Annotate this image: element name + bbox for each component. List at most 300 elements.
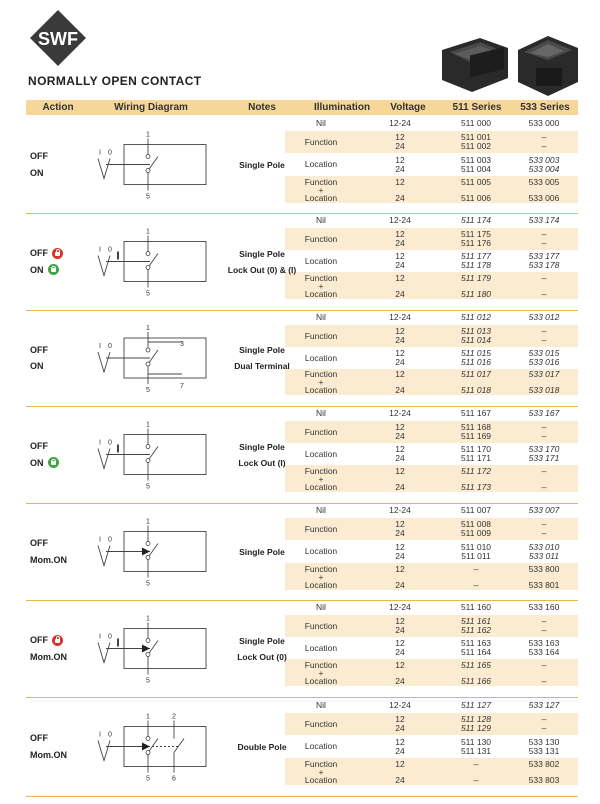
- cell-s533-line: –: [541, 238, 547, 248]
- cell-illum-line: Function: [304, 465, 338, 476]
- cell-volt: [372, 274, 428, 298]
- rocker-switch-photo-511: [442, 38, 508, 92]
- notes-line: Double Pole: [237, 741, 287, 752]
- cell-volt-line: 12: [395, 541, 405, 552]
- cell-s533-line: 533 802: [528, 758, 560, 769]
- cell-s511-line: 511 161: [460, 616, 492, 626]
- cell-s511-line: 511 010: [460, 541, 492, 552]
- cell-illum-line: Function: [304, 330, 338, 341]
- cell-s533: [504, 520, 584, 538]
- action-label: [30, 535, 67, 568]
- cell-illum-line: Location: [304, 385, 338, 395]
- cell-illum-line: Nil: [316, 408, 326, 418]
- cell-s533: [504, 178, 584, 202]
- cell-s511: [438, 715, 514, 733]
- cell-volt-line: 12: [395, 369, 405, 379]
- cell-s533: [504, 617, 584, 635]
- cell-s511: [438, 520, 514, 538]
- cell-s511-line: 511 003: [460, 154, 492, 165]
- cell-s511: [438, 313, 514, 322]
- cell-volt: [372, 617, 428, 635]
- cell-s533-line: –: [541, 528, 547, 538]
- cell-s511-line: 511 128: [460, 714, 492, 724]
- cell-s533-line: 533 003: [528, 154, 560, 165]
- cell-s511-line: 511 008: [460, 519, 492, 529]
- cell-illum-line: Nil: [316, 505, 326, 515]
- cell-s511-line: 511 178: [460, 260, 492, 270]
- cell-s511-line: 511 179: [460, 272, 492, 283]
- cell-s533-line: 533 005: [528, 176, 560, 187]
- action-label: [30, 438, 59, 471]
- wiring-diagram-svg: [90, 406, 210, 503]
- lock-icon: [52, 248, 63, 259]
- wiring-diagram: [90, 310, 210, 406]
- cell-illum-line: Function: [304, 563, 338, 574]
- cell-s511: [438, 565, 514, 589]
- zero-symbol-label: 0: [108, 633, 112, 641]
- cell-s533-line: –: [541, 723, 547, 733]
- cell-s511-line: 511 017: [460, 369, 492, 379]
- cell-volt-line: 24: [395, 357, 405, 367]
- cell-volt-line: 12-24: [389, 699, 411, 710]
- cell-s511-line: 511 016: [460, 357, 492, 367]
- action-label: [30, 730, 67, 763]
- cell-s511-line: –: [473, 579, 479, 590]
- cell-illum-line: Function: [304, 272, 338, 283]
- cell-s533: [504, 119, 584, 128]
- cell-s511-line: 511 166: [460, 675, 492, 686]
- cell-s533-line: 533 174: [528, 215, 560, 225]
- cell-s511: [438, 738, 514, 756]
- cell-illum-line: Location: [304, 288, 338, 299]
- cell-s533-line: –: [541, 431, 547, 441]
- cell-s511-line: 511 180: [460, 288, 492, 299]
- cell-s511-line: 511 163: [460, 638, 492, 648]
- cell-illum-line: +: [318, 377, 324, 387]
- cell-volt-line: 24: [395, 288, 405, 299]
- cell-s511-line: 511 176: [460, 238, 492, 248]
- notes-line: Single Pole: [239, 635, 285, 646]
- cell-volt-line: 12: [395, 736, 405, 747]
- cell-s511-line: 511 169: [460, 431, 492, 441]
- cell-illum-line: Function: [304, 659, 338, 670]
- cell-illum: [285, 760, 357, 784]
- notes-line: Single Pole: [239, 159, 285, 170]
- cell-volt: [372, 313, 428, 322]
- cell-illum-line: Function: [304, 136, 338, 147]
- table-header: [26, 100, 578, 115]
- cell-s511: [438, 349, 514, 367]
- cell-s533: [504, 639, 584, 657]
- cell-s533: [504, 349, 584, 367]
- cell-illum-line: Nil: [316, 699, 326, 710]
- cell-s533-line: 533 164: [528, 647, 560, 657]
- cell-volt-line: 24: [395, 528, 405, 538]
- cell-s533: [504, 603, 584, 612]
- notes-line: Single Pole: [239, 345, 285, 355]
- cell-volt-line: 12: [395, 638, 405, 648]
- header-533-series: 533 Series: [520, 102, 570, 113]
- zero-symbol-label: 0: [108, 246, 112, 254]
- cell-illum-line: +: [318, 473, 324, 484]
- cell-s533-line: –: [541, 481, 547, 492]
- wiring-diagram-svg: [90, 503, 210, 600]
- cell-s533-line: 533 160: [528, 602, 560, 612]
- action-on-text: ON: [30, 264, 44, 275]
- terminal-label-5: 5: [146, 387, 150, 394]
- cell-volt: [372, 520, 428, 538]
- header-voltage: Voltage: [390, 102, 426, 113]
- cell-s511-line: 511 012: [460, 312, 492, 322]
- cell-volt-line: 12-24: [389, 505, 411, 515]
- cell-volt: [372, 156, 428, 174]
- cell-s533-line: 533 130: [528, 736, 560, 747]
- terminal-label-1: 1: [146, 518, 150, 526]
- wiring-diagram: [90, 116, 210, 213]
- notes-line: Single Pole: [239, 248, 285, 259]
- cell-illum: [285, 119, 357, 128]
- cell-volt-line: 12: [395, 272, 405, 283]
- notes-text: [218, 633, 306, 665]
- cell-s533-line: 533 800: [528, 563, 560, 574]
- terminal-label-1: 1: [146, 131, 150, 139]
- cell-s533-line: –: [541, 229, 547, 239]
- cell-s511-line: 511 004: [460, 163, 492, 174]
- cell-illum-line: Location: [304, 448, 338, 459]
- cell-s533: [504, 156, 584, 174]
- terminal-label-6: 6: [172, 775, 176, 783]
- cell-s511-line: 511 007: [460, 505, 492, 515]
- cell-volt-line: 12-24: [389, 215, 411, 225]
- cell-s533: [504, 543, 584, 561]
- cell-illum: [285, 565, 357, 589]
- cell-s533: [504, 423, 584, 441]
- cell-illum-line: Function: [304, 620, 338, 631]
- cell-volt: [372, 701, 428, 710]
- cell-s511: [438, 445, 514, 463]
- cell-s511: [438, 370, 514, 394]
- cell-s533-line: –: [541, 326, 547, 336]
- cell-volt-line: 24: [395, 385, 405, 395]
- off-symbol-label: I: [99, 633, 101, 641]
- zero-symbol-label: 0: [108, 149, 112, 157]
- cell-illum-line: Function: [304, 369, 338, 379]
- header-illumination: Illumination: [313, 102, 371, 113]
- cell-s511: [438, 216, 514, 225]
- cell-s533: [504, 661, 584, 685]
- cell-s511: [438, 274, 514, 298]
- swf-logo: [28, 8, 88, 68]
- notes-line: Dual Terminal: [234, 361, 290, 371]
- cell-s511: [438, 506, 514, 515]
- cell-volt-line: 24: [395, 625, 405, 635]
- cell-illum: [285, 216, 357, 225]
- cell-s511: [438, 617, 514, 635]
- cell-illum-line: Location: [304, 192, 338, 203]
- wiring-diagram-svg: [90, 213, 210, 310]
- cell-volt: [372, 565, 428, 589]
- cell-illum-line: +: [318, 571, 324, 582]
- cell-volt-line: 12-24: [389, 118, 411, 128]
- cell-volt: [372, 639, 428, 657]
- cell-s533-line: 533 167: [528, 408, 560, 418]
- cell-illum: [285, 720, 357, 729]
- cell-s533: [504, 327, 584, 345]
- notes-text: [218, 439, 306, 471]
- cell-s533: [504, 445, 584, 463]
- cell-s511-line: 511 006: [460, 192, 492, 203]
- cell-s533: [504, 506, 584, 515]
- cell-illum-line: Location: [304, 546, 338, 556]
- terminal-label-5: 5: [146, 483, 150, 491]
- terminal-label-3: 3: [180, 341, 184, 348]
- cell-s533: [504, 760, 584, 784]
- cell-s533-line: –: [541, 675, 547, 686]
- cell-volt: [372, 738, 428, 756]
- cell-s533-line: 533 178: [528, 260, 560, 270]
- cell-s511: [438, 252, 514, 270]
- notes-line: Lock Out (0) & (I): [227, 264, 297, 275]
- cell-s511-line: 511 170: [460, 444, 492, 454]
- cell-s511: [438, 543, 514, 561]
- cell-volt: [372, 715, 428, 733]
- cell-illum: [285, 525, 357, 534]
- cell-volt-line: 12: [395, 465, 405, 476]
- cell-s511: [438, 467, 514, 491]
- cell-s511-line: 511 174: [460, 215, 492, 225]
- action-off-text: OFF: [30, 344, 48, 355]
- cell-s511-line: 511 130: [460, 736, 492, 747]
- cell-volt-line: 24: [395, 647, 405, 657]
- cell-s511-line: 511 014: [460, 335, 492, 345]
- cell-volt-line: 12: [395, 758, 405, 769]
- cell-s511-line: 511 162: [460, 625, 492, 635]
- cell-s533: [504, 370, 584, 394]
- wiring-diagram: [90, 503, 210, 600]
- cell-volt-line: 12: [395, 326, 405, 336]
- cell-s533: [504, 715, 584, 733]
- cell-volt: [372, 506, 428, 515]
- cell-s533: [504, 565, 584, 589]
- cell-volt: [372, 661, 428, 685]
- off-symbol-label: I: [99, 246, 101, 254]
- wiring-diagram-svg: [90, 116, 210, 213]
- notes-text: [218, 157, 306, 173]
- cell-s511: [438, 133, 514, 151]
- terminal-label-1: 1: [146, 713, 150, 721]
- cell-volt: [372, 543, 428, 561]
- cell-volt-line: 24: [395, 723, 405, 733]
- action-off-text: OFF: [30, 635, 48, 646]
- cell-volt-line: 12: [395, 519, 405, 529]
- action-label: [30, 341, 48, 374]
- cell-volt: [372, 445, 428, 463]
- cell-volt: [372, 409, 428, 418]
- cell-s533-line: 533 177: [528, 251, 560, 261]
- cell-s533: [504, 216, 584, 225]
- product-photos: [436, 30, 586, 98]
- wiring-diagram: [90, 600, 210, 697]
- cell-s533-line: –: [541, 335, 547, 345]
- header-wiring-diagram: Wiring Diagram: [114, 102, 188, 113]
- cell-illum-line: Function: [304, 176, 338, 187]
- cell-volt-line: 12: [395, 154, 405, 165]
- cell-illum: [285, 603, 357, 612]
- cell-s511-line: 511 177: [460, 251, 492, 261]
- cell-s533: [504, 409, 584, 418]
- off-symbol-label: I: [99, 731, 101, 739]
- terminal-label-7: 7: [180, 383, 184, 390]
- cell-s533-line: 533 007: [528, 505, 560, 515]
- cell-s511-line: –: [473, 758, 479, 769]
- cell-s511: [438, 178, 514, 202]
- cell-volt-line: 24: [395, 431, 405, 441]
- lock-icon: [48, 264, 59, 275]
- cell-volt-line: 12-24: [389, 602, 411, 612]
- cell-volt-line: 12-24: [389, 408, 411, 418]
- wiring-diagram-svg: [90, 697, 210, 796]
- action-off-text: OFF: [30, 441, 48, 452]
- notes-text: [218, 246, 306, 278]
- cell-s511-line: 511 015: [460, 348, 492, 358]
- cell-volt: [372, 423, 428, 441]
- cell-s533-line: 533 006: [528, 192, 560, 203]
- zero-symbol-label: 0: [108, 731, 112, 739]
- cell-s511-line: –: [473, 774, 479, 785]
- cell-s533: [504, 738, 584, 756]
- action-label: [30, 148, 48, 181]
- cell-volt: [372, 230, 428, 248]
- cell-s533-line: –: [541, 714, 547, 724]
- cell-volt-line: 12: [395, 229, 405, 239]
- cell-volt: [372, 467, 428, 491]
- cell-s511-line: 511 172: [460, 465, 492, 476]
- cell-volt-line: 24: [395, 141, 405, 151]
- cell-s511-line: 511 165: [460, 659, 492, 670]
- cell-s511: [438, 701, 514, 710]
- notes-line: Lock Out (0): [237, 651, 287, 662]
- cell-illum: [285, 138, 357, 147]
- cell-s533-line: 533 015: [528, 348, 560, 358]
- page-title: NORMALLY OPEN CONTACT: [28, 74, 202, 88]
- cell-illum-line: Location: [304, 675, 338, 686]
- cell-volt-line: 12: [395, 444, 405, 454]
- cell-s533-line: –: [541, 519, 547, 529]
- cell-illum: [285, 506, 357, 515]
- cell-s511-line: 511 009: [460, 528, 492, 538]
- cell-volt: [372, 370, 428, 394]
- cell-s533-line: –: [541, 659, 547, 670]
- cell-volt-line: 24: [395, 192, 405, 203]
- cell-volt-line: 24: [395, 260, 405, 270]
- notes-text: [218, 342, 306, 374]
- notes-line: Single Pole: [239, 546, 285, 557]
- cell-s511-line: 511 002: [460, 141, 492, 151]
- action-off-text: OFF: [30, 248, 48, 259]
- cell-illum-line: Location: [304, 159, 338, 169]
- cell-volt-line: 24: [395, 579, 405, 590]
- cell-volt-line: 12: [395, 714, 405, 724]
- cell-illum-line: Nil: [316, 118, 326, 128]
- action-on-text: Mom.ON: [30, 749, 67, 760]
- cell-volt: [372, 252, 428, 270]
- action-label: [30, 632, 67, 665]
- cell-illum: [285, 332, 357, 341]
- header-511-series: 511 Series: [452, 102, 502, 113]
- action-off-text: OFF: [30, 733, 48, 744]
- cell-s511: [438, 423, 514, 441]
- cell-s511-line: 511 005: [460, 176, 492, 187]
- cell-s511-line: 511 000: [460, 118, 492, 128]
- rocker-switch-photo-533: [518, 36, 578, 96]
- action-on-text: Mom.ON: [30, 651, 67, 662]
- cell-illum-line: Function: [304, 426, 338, 437]
- cell-s511-line: 511 171: [460, 453, 492, 463]
- cell-s533: [504, 467, 584, 491]
- cell-illum-line: Nil: [316, 312, 326, 322]
- cell-volt-line: 12: [395, 616, 405, 626]
- off-symbol-label: I: [99, 536, 101, 544]
- cell-volt-line: 12: [395, 251, 405, 261]
- terminal-label-5: 5: [146, 580, 150, 588]
- cell-s511: [438, 327, 514, 345]
- cell-s511-line: 511 127: [460, 699, 492, 710]
- cell-s511-line: –: [473, 563, 479, 574]
- cell-volt-line: 12: [395, 132, 405, 142]
- notes-line: Single Pole: [239, 441, 285, 452]
- cell-volt-line: 24: [395, 745, 405, 756]
- notes-text: [218, 739, 306, 755]
- cell-s533-line: 533 131: [528, 745, 560, 756]
- cell-illum-line: Location: [304, 255, 338, 266]
- wiring-diagram: [90, 406, 210, 503]
- cell-s511: [438, 230, 514, 248]
- cell-s511-line: 511 001: [460, 132, 492, 142]
- cell-s511-line: 511 175: [460, 229, 492, 239]
- cell-s533-line: –: [541, 272, 547, 283]
- cell-s533: [504, 252, 584, 270]
- cell-s511: [438, 639, 514, 657]
- cell-volt-line: 24: [395, 481, 405, 492]
- action-on-text: ON: [30, 361, 44, 372]
- cell-s511-line: 511 018: [460, 385, 492, 395]
- cell-s533-line: –: [541, 422, 547, 432]
- zero-symbol-label: 0: [108, 439, 112, 447]
- cell-s533-line: 533 012: [528, 312, 560, 322]
- cell-illum: [285, 428, 357, 437]
- cell-s511-line: 511 173: [460, 481, 492, 492]
- cell-illum-line: Location: [304, 352, 338, 363]
- cell-illum: [285, 701, 357, 710]
- cell-s533-line: 533 803: [528, 774, 560, 785]
- cell-volt: [372, 119, 428, 128]
- terminal-label-1: 1: [146, 325, 150, 332]
- cell-illum-line: +: [318, 184, 324, 195]
- cell-s511: [438, 156, 514, 174]
- cell-volt: [372, 349, 428, 367]
- cell-s511-line: 511 167: [460, 408, 492, 418]
- cell-s533-line: –: [541, 465, 547, 476]
- cell-illum-line: +: [318, 280, 324, 291]
- cell-volt: [372, 216, 428, 225]
- cell-s533-line: 533 801: [528, 579, 560, 590]
- wiring-diagram-svg: [90, 600, 210, 697]
- action-on-text: Mom.ON: [30, 554, 67, 565]
- cell-volt: [372, 133, 428, 151]
- cell-s533: [504, 701, 584, 710]
- cell-s511-line: 511 164: [460, 647, 492, 657]
- cell-volt: [372, 178, 428, 202]
